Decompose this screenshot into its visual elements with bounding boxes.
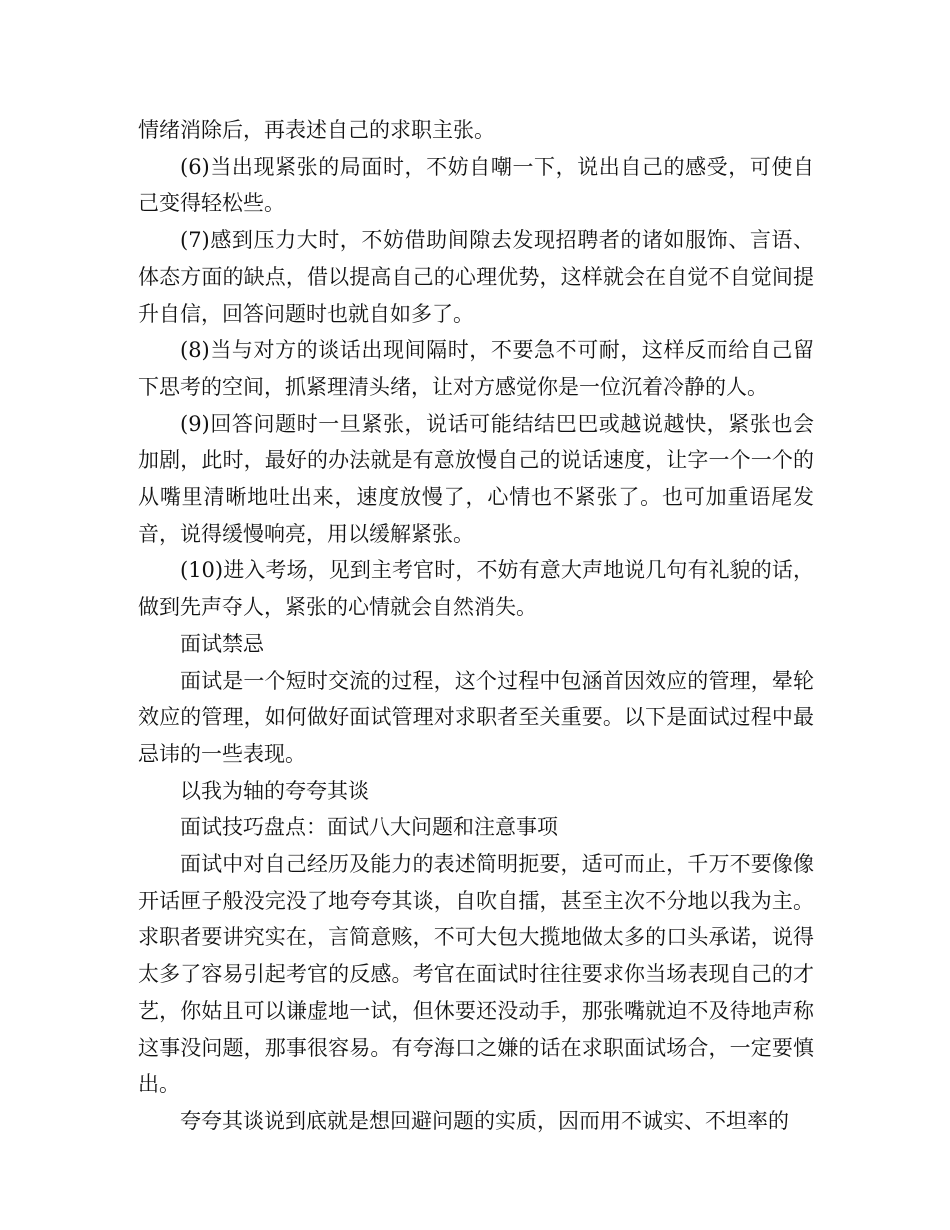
subheading-interview-tips: 面试技巧盘点：面试八大问题和注意事项	[180, 815, 558, 840]
paragraph-6: (10)进入考场，见到主考官时，不妨有意大声地说几句有礼貌的话，做到先声夺人，紧张的心情就会自然消失。	[138, 558, 814, 620]
paragraph-5: (9)回答问题时一旦紧张，说话可能结结巴巴或越说越快，紧张也会加剧，此时，最好的办法就是有意放慢自己的说话速度，让字一个一个的从嘴里清晰地吐出来，速度放慢了，心情也不紧张了。也可加重语尾发音，说得缓慢响亮，用以缓解紧张。	[138, 411, 814, 546]
subheading-boasting: 以我为轴的夸夸其谈	[180, 778, 369, 803]
document-body	[138, 112, 814, 1140]
section-heading-interview-taboos: 面试禁忌	[180, 631, 264, 656]
paragraph-4: (8)当与对方的谈话出现间隔时，不要急不可耐，这样反而给自己留下思考的空间，抓紧理清头绪，让对方感觉你是一位沉着冷静的人。	[138, 338, 814, 399]
paragraph-3: (7)感到压力大时，不妨借助间隙去发现招聘者的诸如服饰、言语、体态方面的缺点，借以提高自己的心理优势，这样就会在自觉不自觉间提升自信，回答问题时也就自如多了。	[138, 228, 814, 326]
paragraph-11: 面试中对自己经历及能力的表述简明扼要，适可而止，千万不要像像开话匣子般没完没了地夸夸其谈，自吹自擂，甚至主次不分地以我为主。求职者要讲究实在，言简意赅，不可大包大揽地做太多的口头承诺，说得太多了容易引起考官的反感。考官在面试时往往要求你当场表现自己的才艺，你姑且可以谦虚地一试，但休要还没动手，那张嘴就迫不及待地声称这事没问题，那事很容易。有夸海口之嫌的话在求职面试场合，一定要慎出。	[138, 852, 814, 1097]
paragraph-12: 夸夸其谈说到底就是想回避问题的实质，因而用不诚实、不坦率的	[180, 1108, 789, 1133]
paragraph-2: (6)当出现紧张的局面时，不妨自嘲一下，说出自己的感受，可使自己变得轻松些。	[138, 154, 814, 216]
paragraph-8: 面试是一个短时交流的过程，这个过程中包涵首因效应的管理，晕轮效应的管理，如何做好面试管理对求职者至关重要。以下是面试过程中最忌讳的一些表现。	[138, 668, 814, 766]
paragraph-1: 情绪消除后，再表述自己的求职主张。	[138, 118, 495, 142]
